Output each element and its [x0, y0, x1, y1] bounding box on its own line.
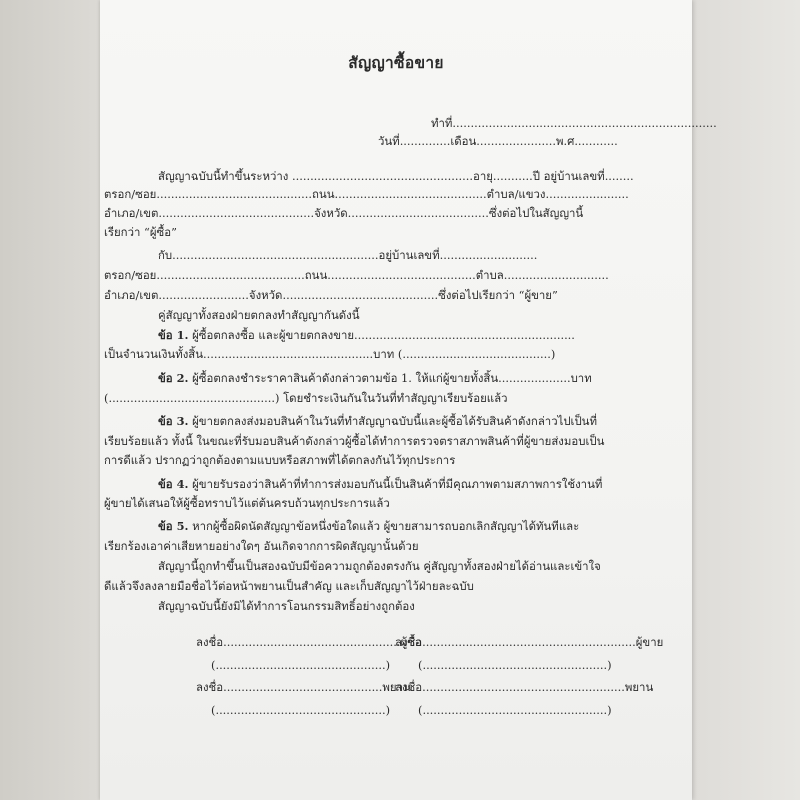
contract-line — [158, 559, 601, 573]
line-text: คู่สัญญาทั้งสองฝ่ายตกลงทำสัญญากันดังนี้ — [158, 308, 360, 322]
contract-line — [158, 308, 359, 322]
contract-line — [104, 187, 629, 201]
document-title: สัญญาซื้อขาย — [348, 53, 444, 72]
clause-line — [158, 371, 592, 385]
contract-line — [104, 288, 558, 302]
line-text: ตรอก/ซอย.........................................ถนน.........................................ตำบล............................. — [104, 268, 609, 282]
signature-line: (...................................................) — [418, 703, 612, 717]
background-surface — [0, 0, 100, 800]
contract-line — [104, 206, 583, 220]
clause-label: ข้อ 2. — [158, 371, 189, 385]
signature-line: ลงชื่อ........................................................พยาน — [395, 680, 654, 694]
line-text: การดีแล้ว ปรากฏว่าถูกต้องตามแบบหรือสภาพที่ได้ตกลงกันไว้ทุกประการ — [104, 453, 456, 467]
clause-label: ข้อ 3. — [158, 414, 189, 428]
contract-paper — [100, 0, 717, 800]
contract-line — [104, 391, 508, 405]
line-text: ตรอก/ซอย...........................................ถนน..........................................ตำบล/แขวง....................... — [104, 187, 629, 201]
line-text: สัญญาฉบับนี้ยังมิได้ทำการโอนกรรมสิทธิ์อย่างถูกต้อง — [158, 599, 415, 613]
contract-line — [158, 599, 415, 613]
line-text: ผู้ขายรับรองว่าสินค้าที่ทำการส่งมอบกันนี้เป็นสินค้าที่มีคุณภาพตามสภาพการใช้งานที่ — [188, 477, 603, 491]
line-text: สัญญาฉบับนี้ทำขึ้นระหว่าง ..................................................อายุ...........ปี อยู่บ้านเลขที่........ — [158, 169, 634, 183]
line-text: หากผู้ซื้อผิดนัดสัญญาข้อหนึ่งข้อใดแล้ว ผู้ขายสามารถบอกเลิกสัญญาได้ทันทีและ — [188, 519, 580, 533]
line-text: ผู้ซื้อตกลงชำระราคาสินค้าดังกล่าวตามข้อ 1. ให้แก่ผู้ขายทั้งสิ้น....................บาท — [188, 371, 592, 385]
line-text: (..............................................) โดยชำระเงินกันในวันที่ทำสัญญาเรียบร้อยแล้ว — [104, 391, 508, 405]
line-text: สัญญานี้ถูกทำขึ้นเป็นสองฉบับมีข้อความถูกต้องตรงกัน คู่สัญญาทั้งสองฝ่ายได้อ่านและเข้าใจ — [158, 559, 601, 573]
signature-line: ลงชื่อ.................................................ผู้ซื้อ — [196, 635, 422, 649]
clause-label: ข้อ 1. — [158, 328, 189, 342]
contract-line — [158, 248, 537, 262]
signature-line: (...................................................) — [418, 658, 612, 672]
signature-line: (...............................................) — [211, 703, 391, 717]
clause-line — [158, 414, 597, 428]
line-text: เป็นจำนวนเงินทั้งสิ้น...............................................บาท (.........................................) — [104, 347, 556, 361]
date-line: วันที่..............เดือน......................พ.ศ............ — [378, 134, 618, 148]
contract-line — [104, 225, 177, 239]
contract-line — [104, 453, 455, 467]
contract-line — [158, 169, 634, 183]
contract-line — [104, 434, 604, 448]
contract-line — [104, 268, 609, 282]
written-at-line: ทำที่......................................................................... — [431, 116, 717, 130]
clause-label: ข้อ 4. — [158, 477, 189, 491]
line-text: อำเภอ/เขต...........................................จังหวัด.......................................ซึ่งต่อไปในสัญญานี้ — [104, 206, 584, 220]
line-text: ผู้ซื้อตกลงซื้อ และผู้ขายตกลงขาย............................................................. — [188, 328, 575, 342]
contract-line — [104, 579, 474, 593]
line-text: เรียกร้องเอาค่าเสียหายอย่างใดๆ อันเกิดจากการผิดสัญญานั้นด้วย — [104, 539, 419, 553]
clause-line — [158, 519, 579, 533]
line-text: เรียกว่า “ผู้ซื้อ” — [104, 225, 177, 239]
clause-line — [158, 477, 602, 491]
clause-line — [158, 328, 575, 342]
line-text: กับ.........................................................อยู่บ้านเลขที่........................... — [158, 248, 538, 262]
signature-line: (...............................................) — [211, 658, 391, 672]
contract-line — [104, 539, 419, 553]
clause-label: ข้อ 5. — [158, 519, 189, 533]
contract-line — [104, 347, 555, 361]
line-text: ดีแล้วจึงลงลายมือชื่อไว้ต่อหน้าพยานเป็นสำคัญ และเก็บสัญญาไว้ฝ่ายละฉบับ — [104, 579, 474, 593]
line-text: อำเภอ/เขต.........................จังหวัด...........................................ซึ่งต่อไปเรียกว่า “ผู้ขาย” — [104, 288, 558, 302]
line-text: เรียบร้อยแล้ว ทั้งนี้ ในขณะที่รับมอบสินค้าดังกล่าวผู้ซื้อได้ทำการตรวจตราสภาพสินค้าที่ผู้ขายส่งมอบเป็น — [104, 434, 605, 448]
line-text: ผู้ขายได้เสนอให้ผู้ซื้อทราบไว้แต่ต้นครบถ้วนทุกประการแล้ว — [104, 496, 390, 510]
signature-line: ลงชื่อ............................................พยาน — [196, 680, 411, 694]
contract-line — [104, 496, 390, 510]
line-text: ผู้ขายตกลงส่งมอบสินค้าในวันที่ทำสัญญาฉบับนี้และผู้ซื้อได้รับสินค้าดังกล่าวไปเป็นที่ — [188, 414, 597, 428]
signature-line: ลงชื่อ...........................................................ผู้ขาย — [395, 635, 664, 649]
